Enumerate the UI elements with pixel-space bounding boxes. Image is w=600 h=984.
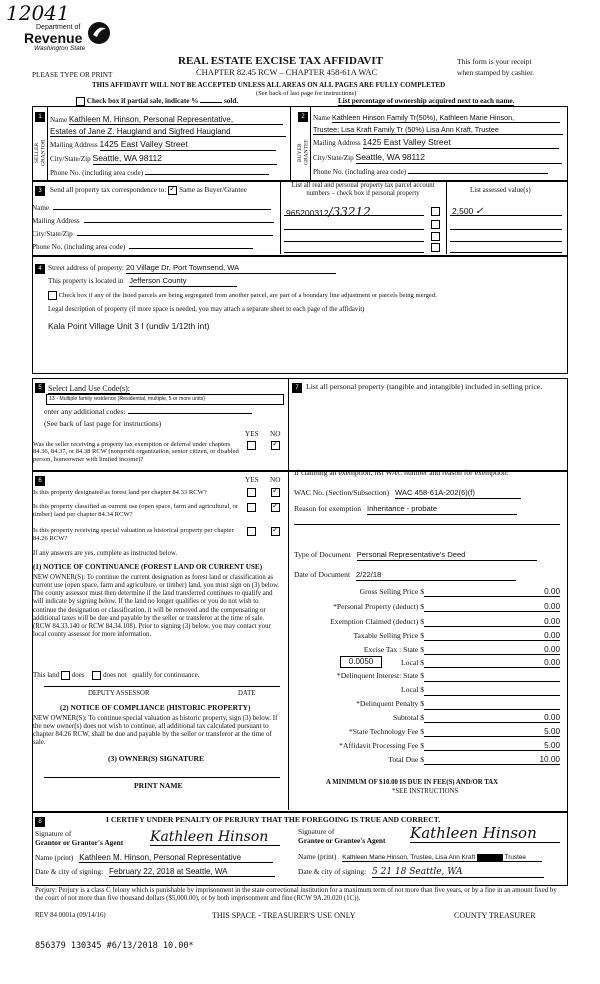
handwritten-file-number: 12041 [6, 1, 70, 25]
seller-city-row [50, 154, 277, 165]
corr-phone-row [32, 243, 253, 251]
historic-question: Is this property receiving special valuation as historical property per chapter 84.26 RCW? [33, 527, 234, 542]
historic-no-checkbox[interactable] [271, 527, 280, 536]
affidavit-fee-label: *Affidavit Processing Fee $ [339, 741, 424, 750]
grantee-name-label: Name (print) [298, 852, 337, 861]
buyer-phone-field[interactable] [408, 173, 548, 174]
taxable-label: Taxable Selling Price $ [353, 631, 424, 640]
gross-field[interactable]: 0.00 [424, 587, 560, 597]
section-5-number: 5 [35, 383, 45, 393]
forest-yes-checkbox[interactable] [247, 488, 256, 497]
grantee-date-row [298, 867, 544, 878]
treasurer-space-label: THIS SPACE - TREASURER'S USE ONLY [212, 911, 356, 920]
grantor-date-label: Date & city of signing: [35, 867, 104, 876]
delinquent-penalty-field[interactable] [424, 709, 560, 710]
doc-type-field[interactable]: Personal Representative's Deed [357, 551, 537, 561]
parcel-header-line2: numbers – check box if personal property [306, 189, 420, 197]
buyer-city-label: City/State/Zip [313, 154, 354, 162]
parcel-checkbox-3[interactable] [431, 232, 440, 241]
form-subtitle: CHAPTER 82.45 RCW – CHAPTER 458-61A WAC [196, 67, 378, 77]
delinquent-interest-label: *Delinquent Interest: State $ [336, 671, 424, 680]
reason-field[interactable]: Inheritance - probate [367, 505, 517, 515]
deputy-date-label: DATE [238, 690, 256, 697]
section-2-number: 2 [298, 112, 308, 122]
section-8-number: 8 [35, 817, 45, 827]
current-use-question: Is this property classified as current use (open space, farm and agricultural, or timber) land per chapter 84.34 RCW? [33, 503, 239, 518]
buyer-name-line2[interactable]: Trustee; Lisa Kraft Family Tr (50%) Lisa Ann Kraft, Trustee [313, 126, 563, 135]
forest-no-checkbox[interactable] [271, 488, 280, 497]
grantor-name-field[interactable]: Kathleen M. Hinson, Personal Representative [79, 853, 273, 863]
reason-label: Reason for exemption [294, 504, 362, 513]
segregated-checkbox[interactable] [48, 291, 57, 300]
corr-name-field[interactable] [53, 209, 271, 210]
deputy-assessor-label: DEPUTY ASSESSOR [88, 690, 150, 697]
personal-property-label: List all personal property (tangible and intangible) included in selling price. [306, 382, 543, 391]
buyer-name-line1[interactable]: Kathleen Hinson Family Tr(50%), Kathleen Marie Hinson, [332, 114, 560, 123]
does-not-checkbox[interactable] [92, 671, 101, 680]
grantor-sig-label-1: Signature of [35, 829, 72, 838]
corr-city-field[interactable] [77, 235, 273, 236]
tech-fee-label: *State Technology Fee $ [348, 727, 424, 736]
parcel-checkbox-4[interactable] [431, 243, 440, 252]
additional-codes-field[interactable] [128, 413, 252, 414]
seller-phone-field[interactable] [145, 174, 269, 175]
located-label: This property is located in [48, 277, 124, 285]
located-row [48, 277, 237, 287]
grantor-name-label: Name (print) [35, 853, 74, 862]
wac-label: WAC No. (Section/Subsection) [294, 488, 390, 497]
section-6-number: 6 [35, 476, 45, 486]
partial-sale-checkbox[interactable] [76, 97, 85, 106]
parcel-handwritten: /33212 [328, 205, 371, 219]
buyer-name-label: Name [313, 114, 331, 122]
section-4-number: 4 [35, 264, 45, 274]
state-label: Washington State [34, 45, 86, 53]
sec5-yes-label: YES [245, 430, 259, 438]
seller-name-label: Name [50, 116, 68, 124]
dept-label: Department of [36, 24, 81, 31]
partial-sale-row [76, 97, 238, 106]
segregated-label: Check box if any of the listed parcels are being segregated from another parcel, are part of a boundary line adjustment or parcels being merged. [58, 292, 437, 300]
gross-label: Gross Selling Price $ [359, 587, 424, 596]
land-use-label: Select Land Use Code(s): [48, 384, 130, 393]
street-field[interactable]: 20 Village Dr, Port Townsend, WA [126, 264, 336, 274]
delinquent-local-label: Local $ [401, 685, 424, 694]
parcel-row-1 [286, 206, 371, 220]
delinquent-interest-field[interactable] [424, 681, 560, 682]
corr-name-row [32, 204, 271, 212]
segregated-row [48, 291, 437, 300]
redaction-block [477, 854, 503, 861]
instructions-note: (See back of last page for instructions) [256, 90, 357, 97]
correspondence-row [50, 186, 247, 195]
forest-land-question: Is this property designated as forest land per chapter 84.33 RCW? [33, 489, 207, 496]
grantor-date-row [35, 867, 275, 877]
seller-mailing-label: Mailing Address [50, 141, 98, 149]
this-land-label: This land [33, 671, 60, 680]
notice-compliance-title: (2) NOTICE OF COMPLIANCE (HISTORIC PROPERTY) [60, 703, 251, 712]
corr-phone-label: Phone No. (including area code) [32, 243, 126, 251]
seller-grantor-label: SELLER GRANTOR [34, 139, 47, 166]
local-rate-field[interactable]: 0.0050 [340, 656, 382, 668]
correspondence-label: Send all property tax correspondence to: [50, 186, 167, 195]
grantee-name-row [298, 853, 542, 862]
assessed-header: List assessed value(s) [470, 186, 531, 194]
grantor-date-field[interactable]: February 22, 2018 at Seattle, WA [109, 867, 275, 877]
county-field[interactable]: Jefferson County [129, 277, 237, 287]
qualify-label: qualify for continuance. [132, 671, 200, 680]
legal-description-label: Legal description of property (if more space is needed, you may attach a separate sheet to each page of the affidavit) [48, 306, 365, 313]
notice-continuance-title: (1) NOTICE OF CONTINUANCE (FOREST LAND OR CURRENT USE) [33, 563, 263, 571]
doc-date-field[interactable]: 2/22/18 [356, 571, 516, 581]
print-name-label: PRINT NAME [134, 781, 183, 790]
local-label: Local $ [401, 658, 424, 667]
doc-date-label: Date of Document [294, 570, 351, 579]
grantee-date-field[interactable]: 5 21 18 Seattle, WA [372, 867, 544, 878]
grantee-sig-label-2: Grantee or Grantee's Agent [298, 835, 386, 845]
affidavit-fee-field[interactable]: 5.00 [424, 741, 560, 751]
grantee-signature-label [298, 828, 386, 845]
dor-logo [24, 24, 144, 53]
parcel-header [282, 182, 444, 198]
exemption-claim-label: If claiming an exemption, list WAC number and reason for exemption: [294, 468, 509, 477]
current-use-no-checkbox[interactable] [271, 503, 280, 512]
grantee-signature[interactable]: Kathleen Hinson [410, 825, 560, 843]
buyer-mailing-field[interactable]: 1425 East Valley Street [363, 138, 559, 149]
exemption-yes-checkbox[interactable] [247, 441, 256, 450]
buyer-mailing-row [313, 138, 559, 149]
grantee-name-field[interactable]: Kathleen Marie Hinson, Trustee, Lisa Ann Kraft Trustee [342, 854, 542, 863]
personal-property-field[interactable]: 0.00 [424, 602, 560, 612]
total-due-field[interactable]: 10.00 [424, 755, 560, 765]
seller-phone-row [50, 169, 269, 177]
perjury-notice: Perjury: Perjury is a class C felony which is punishable by imprisonment in the state correctional institution for a maximum term of not more than five years, or by a fine in an amount fixed by the court of not more than five thousand dollars ($5,000.00), or by both imprisonment and fine (RCW 9A.20.020 (1C)). [35, 887, 557, 903]
seller-mailing-field[interactable]: 1425 East Valley Street [100, 140, 276, 151]
buyer-grantee-label: BUYER GRANTEE [297, 139, 310, 166]
seller-name-row [50, 115, 283, 125]
additional-codes-label: enter any additional codes: [44, 407, 126, 416]
does-label: does [71, 671, 85, 680]
doc-type-label: Type of Document [294, 550, 351, 559]
parcel-checkbox-1[interactable] [431, 207, 440, 216]
buyer-phone-label: Phone No. (including area code) [313, 168, 407, 176]
cashier-stamp: 856379 130345 #6/13/2018 10.00* [35, 941, 194, 951]
street-row [48, 264, 336, 274]
parcel-checkbox-2[interactable] [431, 220, 440, 229]
corr-city-label: City/State/Zip [32, 230, 73, 238]
receipt-note-2: when stamped by cashier. [457, 68, 535, 77]
grantor-signature[interactable]: Kathleen Hinson [150, 829, 280, 846]
same-as-buyer-checkbox[interactable] [168, 186, 177, 195]
grantor-sig-label-2: Grantor or Grantor's Agent [35, 837, 124, 847]
corr-phone-field[interactable] [129, 248, 253, 249]
sec5-no-label: NO [270, 430, 281, 438]
corr-name-label: Name [32, 204, 50, 212]
seller-phone-label: Phone No. (including area code) [50, 169, 144, 177]
local-field[interactable]: 0.00 [424, 658, 560, 668]
doc-type-row [294, 551, 537, 561]
seller-name-line1[interactable]: Kathleen M. Hinson, Personal Representative, [69, 115, 283, 125]
ownership-list-note: List percentage of ownership acquired next to each name. [338, 97, 515, 105]
delinquent-local-field[interactable] [424, 695, 560, 696]
buyer-phone-row [313, 168, 548, 176]
personal-property-label-calc: *Personal Property (deduct) $ [333, 602, 424, 611]
grantee-date-label: Date & city of signing: [298, 867, 367, 876]
notice-continuance-text: NEW OWNER(S): To continue the current designation as forest land or classification as current use (open space, farm and agriculture, or timber) land, you must sign on (3) below. The county assessor must then determine if the land transferred continues to qualify and will indicate by signing below. If the land no longer qualifies or you do not wish to continue the designation or classification, it will be removed and the compensating or additional taxes will be due and payable by the seller or transferor at the time of sale. (RCW 84.33.140 or RCW 84.34.108). Prior to signing (3) below, you may contact your local county assessor for more information. [33, 574, 280, 639]
reason-row [294, 505, 517, 515]
seller-mailing-row [50, 140, 276, 151]
sec6-no-label: NO [270, 476, 281, 484]
assessed-value[interactable]: 2,500 [452, 206, 474, 216]
dor-emblem-icon [86, 20, 112, 46]
certify-statement: I CERTIFY UNDER PENALTY OF PERJURY THAT THE FOREGOING IS TRUE AND CORRECT. [106, 815, 441, 824]
subtotal-field[interactable]: 0.00 [424, 713, 560, 723]
form-revision: REV 84 0001a (09/14/16) [35, 912, 106, 919]
parcel-header-line1: List all real and personal property tax parcel account [291, 182, 435, 189]
sold-label: sold. [224, 97, 239, 106]
grantor-signature-label [35, 830, 123, 847]
receipt-note-1: This form is your receipt [457, 57, 532, 66]
legal-description-field[interactable]: Kala Point Village Unit 3 I (undiv 1/12th int) [48, 321, 210, 331]
does-not-label: does not [103, 671, 127, 680]
current-use-yes-checkbox[interactable] [247, 503, 256, 512]
same-as-buyer-label: Same as Buyer/Grantee [178, 186, 247, 195]
seller-city-label: City/State/Zip [50, 155, 91, 163]
additional-codes-row [44, 408, 252, 417]
buyer-name-row [313, 114, 560, 123]
sec6-yes-label: YES [245, 476, 259, 484]
county-treasurer-label: COUNTY TREASURER [454, 911, 536, 920]
revenue-label: Revenue [24, 30, 83, 47]
buyer-city-field[interactable]: Seattle, WA 98112 [356, 153, 562, 164]
street-label: Street address of property: [48, 264, 125, 272]
partial-sale-label: Check box if partial sale, indicate % [86, 97, 199, 106]
wac-field[interactable]: WAC 458-61A-202(6)(f) [395, 489, 521, 499]
seller-name-line2[interactable]: Estates of Jane Z. Haugland and Sigfred Haugland [50, 127, 286, 137]
land-use-select[interactable]: 13 - Multiple family residence (Residential, multiple, 5 or more units) [46, 394, 284, 405]
delinquent-penalty-label: *Delinquent Penalty $ [356, 699, 424, 708]
seller-city-field[interactable]: Seattle, WA 98112 [93, 154, 277, 165]
please-type-label: PLEASE TYPE OR PRINT [32, 71, 113, 79]
corr-mailing-label: Mailing Address [32, 217, 80, 225]
corr-mailing-row [32, 217, 274, 225]
excise-state-label: Excise Tax : State $ [363, 645, 424, 654]
tech-fee-field[interactable]: 5.00 [424, 727, 560, 737]
buyer-city-row [313, 153, 562, 164]
wac-row [294, 489, 521, 499]
buyer-mailing-label: Mailing Address [313, 139, 361, 147]
parcel-number[interactable]: 965200312 [286, 208, 329, 218]
warning-text: THIS AFFIDAVIT WILL NOT BE ACCEPTED UNLESS ALL AREAS ON ALL PAGES ARE FULLY COMPLETED [92, 81, 446, 89]
exemption-question: Was the seller receiving a property tax exemption or deferral under chapters 84.36, 84.37, or 84.38 RCW (nonprofit organization, senior citizen, or disabled person, homeowner with limited income)? [33, 441, 239, 463]
exemption-no-checkbox[interactable] [271, 441, 280, 450]
corr-city-row [32, 230, 273, 238]
grantor-name-row [35, 853, 273, 863]
see-back-note: (See back of last page for instructions) [44, 419, 162, 428]
minimum-due-note: A MINIMUM OF $10.00 IS DUE IN FEE(S) AND/OR TAX [326, 779, 499, 786]
doc-date-row [294, 571, 516, 581]
section-1-number: 1 [35, 112, 45, 122]
corr-mailing-field[interactable] [84, 222, 274, 223]
checkmark-icon: ✓ [475, 206, 484, 217]
if-yes-note: If any answers are yes, complete as instructed below. [33, 550, 178, 557]
section-7-number: 7 [292, 383, 302, 393]
notice-compliance-text: NEW OWNER(S): To continue special valuation as historic property, sign (3) below. If the new owner(s) does not wish to continue, all additional tax calculated pursuant to chapter 84.26 RCW, shall be due and payable by the seller or transferor at the time of sale. [33, 714, 278, 747]
exemption-claimed-field[interactable]: 0.00 [424, 617, 560, 627]
historic-yes-checkbox[interactable] [247, 527, 256, 536]
see-instructions-note: *SEE INSTRUCTIONS [392, 788, 459, 795]
does-checkbox[interactable] [61, 671, 70, 680]
excise-state-field[interactable]: 0.00 [424, 645, 560, 655]
subtotal-label: Subtotal $ [392, 713, 424, 722]
taxable-field[interactable]: 0.00 [424, 631, 560, 641]
exemption-claimed-label: Exemption Claimed (deduct) $ [330, 617, 424, 626]
section-3-number: 3 [35, 186, 45, 196]
owner-signature-title: (3) OWNER(S) SIGNATURE [108, 754, 205, 763]
total-due-label: Total Due $ [388, 755, 424, 764]
grantee-sig-label-1: Signature of [298, 827, 335, 836]
continuance-row [33, 671, 199, 680]
form-title: REAL ESTATE EXCISE TAX AFFIDAVIT [178, 55, 383, 67]
